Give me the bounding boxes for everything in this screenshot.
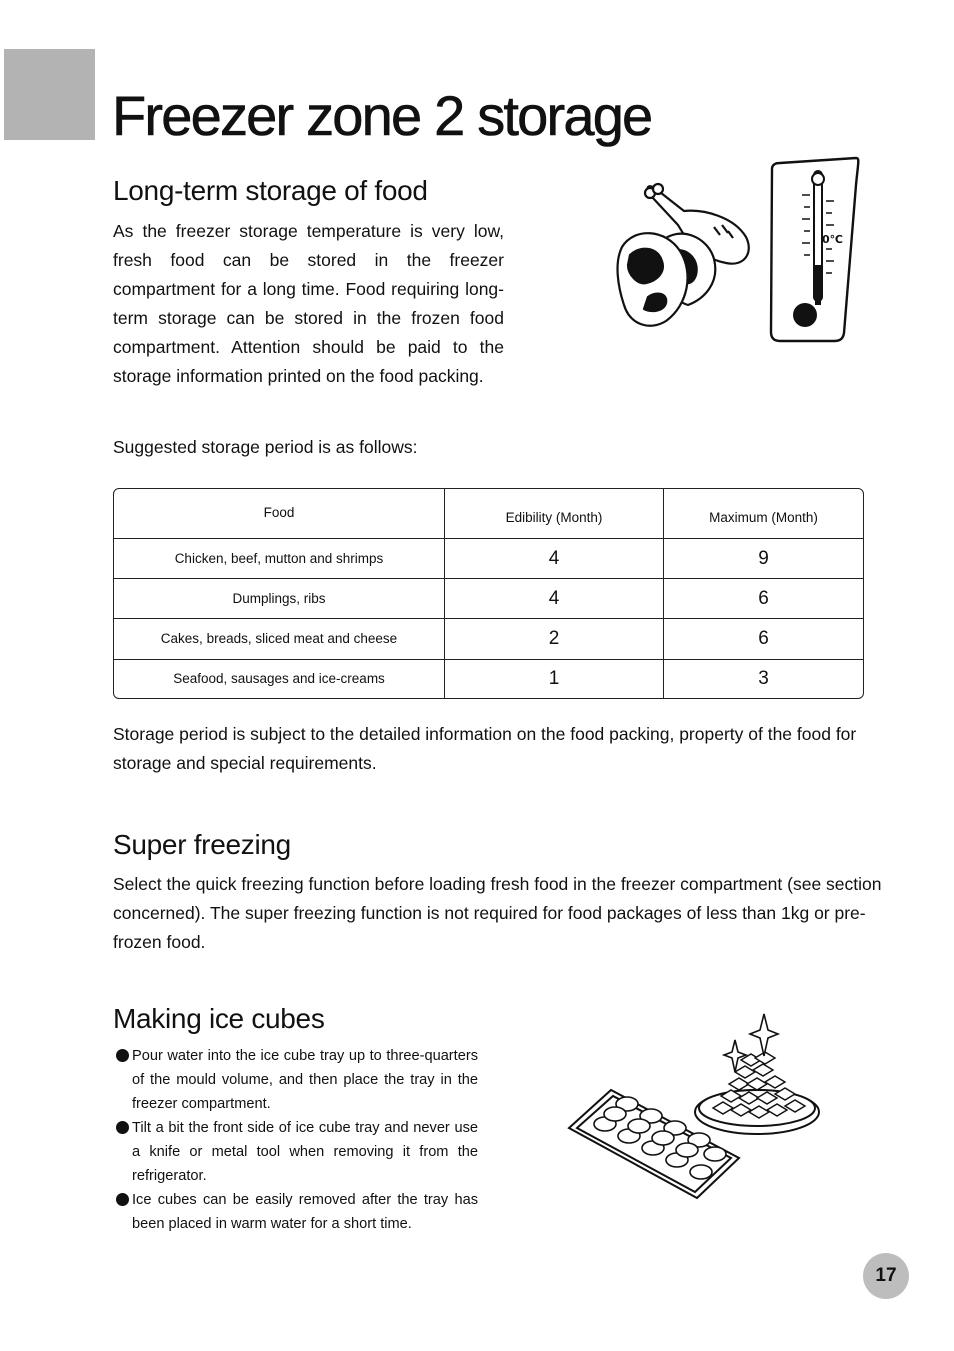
table-row [114, 579, 863, 619]
table-cell-food: Cakes, breads, sliced meat and cheese [114, 619, 444, 659]
bullet-icon [116, 1049, 129, 1062]
long-term-body: As the freezer storage temperature is very low, fresh food can be stored in the freezer compartment for a long time. Food requiring long-term storage can be stored in the frozen food compartment. Attention should be paid to the storage information printed on the food packing. [113, 221, 504, 386]
long-term-heading: Long-term storage of food [113, 175, 428, 206]
ice-cubes-icon [713, 1052, 805, 1118]
ice-cubes-heading: Making ice cubes [113, 1003, 325, 1034]
table-cell-edibility: 4 [444, 539, 663, 579]
storage-period-table [113, 488, 864, 699]
section-tab [4, 49, 95, 140]
thermometer-icon [771, 158, 858, 341]
ice-cube-instructions [116, 1044, 478, 1236]
table-cell-edibility: 2 [444, 619, 663, 659]
super-freezing-body: Select the quick freezing function before loading fresh food in the freezer compartment (see section concerned). The super freezing function is not required for food packages of less than 1kg or pre-frozen food. [113, 874, 882, 952]
table-row [114, 619, 863, 659]
table-header-edibility: Edibility (Month) [444, 489, 663, 539]
table-row [114, 539, 863, 579]
thermometer-label: 0℃ [822, 233, 843, 246]
list-item-text: Tilt a bit the front side of ice cube tray and never use a knife or metal tool when removing it from the refrigerator. [132, 1120, 478, 1184]
table-cell-food: Chicken, beef, mutton and shrimps [114, 539, 444, 579]
table-cell-maximum: 6 [663, 619, 863, 659]
list-item-text: Pour water into the ice cube tray up to three-quarters of the mould volume, and then place the tray in the freezer compartment. [132, 1048, 478, 1112]
table-cell-food: Dumplings, ribs [114, 579, 444, 619]
storage-note: Storage period is subject to the detailed information on the food packing, property of the food for storage and special requirements. [113, 724, 857, 773]
meat-icon [618, 184, 749, 326]
table-cell-food: Seafood, sausages and ice-creams [173, 671, 385, 687]
page-title: Freezer zone 2 storage [112, 84, 652, 147]
table-row [114, 660, 863, 698]
ice-tray-illustration [563, 1012, 825, 1204]
table-cell-maximum: 9 [663, 539, 863, 579]
table-cell-maximum: 3 [663, 660, 863, 698]
super-freezing-heading: Super freezing [113, 829, 291, 860]
table-cell-maximum: 6 [663, 579, 863, 619]
table-cell-edibility: 1 [444, 660, 663, 698]
list-item [116, 1044, 478, 1116]
table-cell-edibility: 4 [444, 579, 663, 619]
table-header-maximum: Maximum (Month) [663, 489, 863, 539]
list-item [116, 1116, 478, 1188]
table-header-food: Food [114, 489, 444, 539]
suggested-period-text: Suggested storage period is as follows: [113, 437, 418, 457]
list-item [116, 1188, 478, 1236]
bullet-icon [116, 1121, 129, 1134]
meat-thermometer-illustration [604, 155, 866, 347]
list-item-text: Ice cubes can be easily removed after the tray has been placed in warm water for a short time. [132, 1192, 478, 1232]
table-header-row [114, 489, 863, 539]
page-number: 17 [863, 1253, 909, 1299]
bullet-icon [116, 1193, 129, 1206]
